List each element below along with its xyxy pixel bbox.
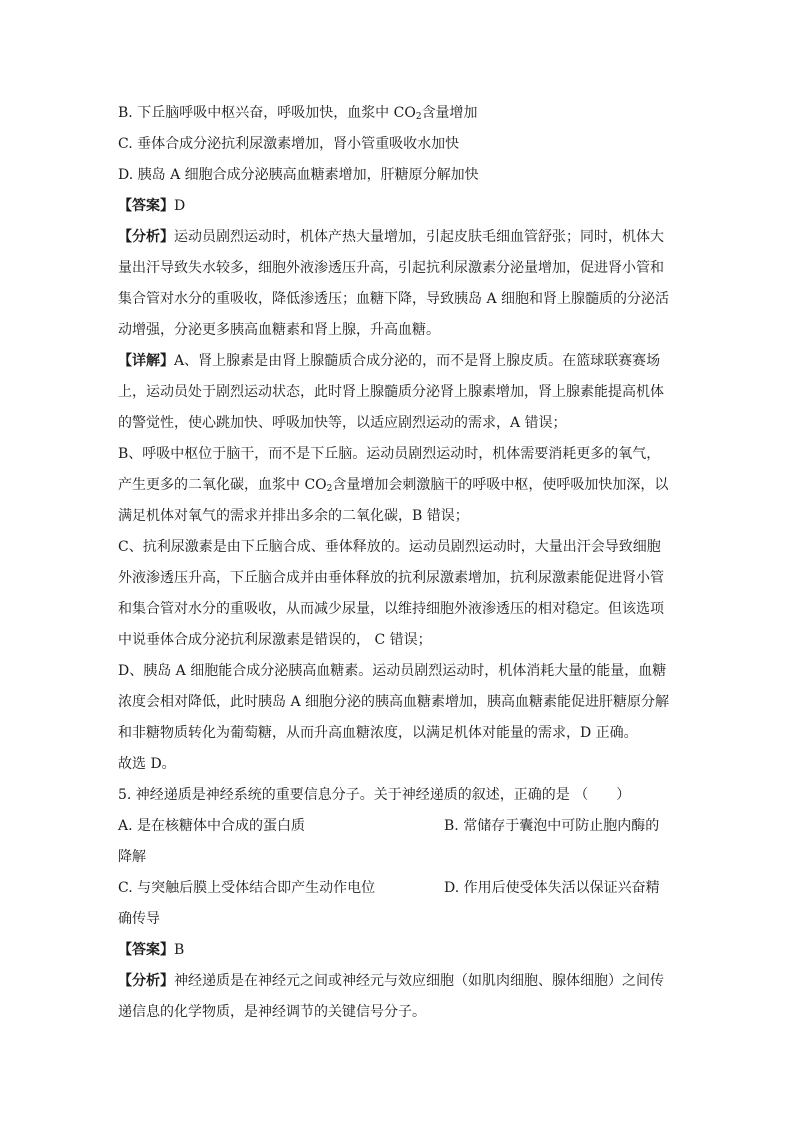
q4-analysis: 【分析】运动员剧烈运动时，机体产热大量增加，引起皮肤毛细血管舒张；同时，机体大 量出汗导致失水较多，细胞外液渗透压升高，引起抗利尿激素分泌量增加，促进肾小管和 集合管对水分的重吸收，降低渗透压；血糖下降，导致胰岛 A 细胞和肾上腺髓质的分泌活 动增强，分泌更多胰高血糖素和肾上腺，升高血糖。	[118, 229, 670, 338]
q5-option-c: C. 与突触后膜上受体结合即产生动作电位	[118, 880, 376, 896]
q4-conclusion: 故选 D。	[118, 756, 176, 772]
q5-option-a: A. 是在核糖体中合成的蛋白质	[118, 818, 306, 834]
q4-option-c: C. 垂体合成分泌抗利尿激素增加，肾小管重吸收水加快	[118, 136, 460, 152]
q5-stem: 5. 神经递质是神经系统的重要信息分子。关于神经递质的叙述，正确的是 （ ）	[118, 787, 631, 803]
q5-answer: 【答案】B	[118, 942, 185, 958]
q5-analysis: 【分析】神经递质是在神经元之间或神经元与效应细胞（如肌肉细胞、腺体细胞）之间传 递信息的化学物质，是神经调节的关键信号分子。	[118, 973, 664, 1020]
document-page	[118, 98, 678, 1028]
q5-option-b: B. 常储存于囊泡中可防止胞内酶的	[444, 818, 660, 834]
q4-option-b: B. 下丘脑呼吸中枢兴奋，呼吸加快，血浆中 $CO_2$含量增加	[118, 105, 478, 122]
q5-option-d-cont: 确传导	[118, 911, 160, 927]
q4-option-d: D. 胰岛 A 细胞合成分泌胰高血糖素增加，肝糖原分解加快	[118, 167, 479, 183]
q5-options-row-2	[118, 873, 678, 904]
q5-option-b-cont: 降解	[118, 849, 146, 865]
q4-detail: 【详解】A、肾上腺素是由肾上腺髓质合成分泌的，而不是肾上腺皮质。在篮球联赛赛场 上，运动员处于剧烈运动状态，此时肾上腺髓质分泌肾上腺素增加，肾上腺素能提高机体 的警觉性，使心跳加快、呼吸加快等，以适应剧烈运动的需求，A 错误； B、呼吸中枢位于脑干，而不是下丘脑。运动员剧烈运动时，机体需要消耗更多的氧气， 产生更多的二氧化碳，血浆中 $CO_2$含量增加会刺激脑干的呼吸中枢，使呼吸加快加深，以 满足机体对氧气的需求并排出多余的二氧化碳，B 错误； C、抗利尿激素是由下丘脑合成、垂体释放的。运动员剧烈运动时，大量出汗会导致细胞 外液渗透压升高，下丘脑合成并由垂体释放的抗利尿激素增加，抗利尿激素能促进肾小管 和集合管对水分的重吸收，从而减少尿量，以维持细胞外液渗透压的相对稳定。但该选项 中说垂体合成分泌抗利尿激素是错误的， C 错误； D、胰岛 A 细胞能合成分泌胰高血糖素。运动员剧烈运动时，机体消耗大量的能量，血糖 浓度会相对降低，此时胰岛 A 细胞分泌的胰高血糖素增加，胰高血糖素能促进肝糖原分解 和非糖物质转化为葡萄糖，从而升高血糖浓度，以满足机体对能量的需求，D 正确。	[118, 353, 670, 741]
q4-answer: 【答案】D	[118, 198, 186, 214]
q5-options-row-1	[118, 811, 678, 842]
q5-option-d: D. 作用后使受体失活以保证兴奋精	[444, 880, 660, 896]
